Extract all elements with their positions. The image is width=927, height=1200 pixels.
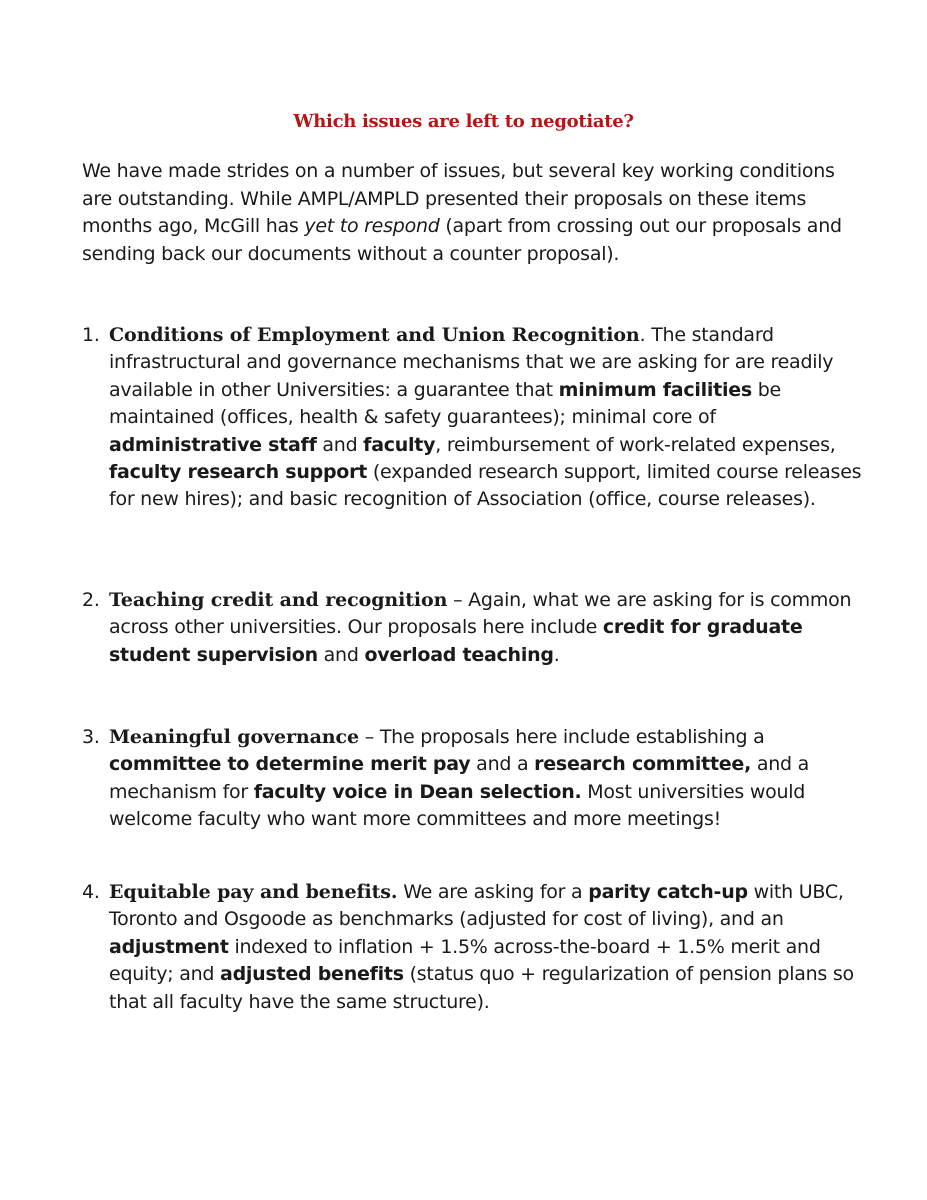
item-bold-text: faculty voice in Dean selection. <box>253 780 582 803</box>
item-bold-text: overload teaching <box>364 643 554 666</box>
item-number: 2. <box>82 589 100 611</box>
item-bold-text: faculty <box>363 433 436 456</box>
item-number: 3. <box>82 726 100 748</box>
item-bold-text: parity catch-up <box>588 881 748 903</box>
list-item <box>82 322 862 514</box>
item-number: 1. <box>82 324 100 346</box>
list-item <box>82 724 862 834</box>
item-text: . The standard infrastructural and governance mechanisms that we are asking for are readily available in other Universities: a guarantee that <box>109 324 834 401</box>
item-bold-text: committee to determine merit pay <box>109 753 471 776</box>
page-title: Which issues are left to negotiate? <box>293 111 634 132</box>
item-heading: Conditions of Employment and Union Recognition <box>109 324 640 346</box>
item-number: 4. <box>82 881 100 903</box>
item-bold-text: adjusted benefits <box>220 963 404 986</box>
item-text: Most universities would welcome faculty who want more committees and more meetings! <box>109 780 806 831</box>
intro-emphasis: yet to respond <box>304 215 440 237</box>
item-text: with UBC, Toronto and Osgoode as benchmarks (adjusted for cost of living), and an <box>109 881 844 931</box>
item-text: – Again, what we are asking for is common across other universities. Our proposals here include <box>109 589 852 639</box>
item-text: indexed to inflation + 1.5% across-the-board + 1.5% merit and equity; and <box>109 935 821 986</box>
list-item <box>82 587 862 669</box>
item-body <box>109 322 862 514</box>
item-text: We are asking for a <box>397 881 589 903</box>
item-text: be maintained (offices, health & safety guarantees); minimal core of <box>109 378 781 429</box>
item-body <box>109 879 862 1016</box>
item-bold-text: minimum facilities <box>558 378 752 401</box>
intro-paragraph <box>82 158 862 268</box>
item-bold-text: adjustment <box>109 935 229 958</box>
item-text: (expanded research support, limited course releases for new hires); and basic recognition of Association (office, course releases). <box>109 461 862 511</box>
item-text: , reimbursement of work-related expenses, <box>435 433 836 456</box>
item-bold-text: credit for graduate student supervision <box>109 616 803 666</box>
item-bold-text: faculty research support <box>109 461 368 484</box>
item-text: and <box>316 433 364 456</box>
intro-text: (apart from crossing out our proposals and sending back our documents without a counter proposal). <box>82 215 842 265</box>
item-bold-text: research committee, <box>534 753 752 776</box>
item-heading: Teaching credit and recognition <box>109 589 448 611</box>
item-heading: Meaningful governance <box>109 726 359 748</box>
item-text: (status quo + regularization of pension plans so that all faculty have the same structure). <box>109 963 854 1013</box>
item-text: and a <box>470 753 535 776</box>
list-item <box>82 879 862 1016</box>
item-body <box>109 724 862 834</box>
item-bold-text: administrative staff <box>109 433 317 456</box>
item-text: and <box>317 643 365 666</box>
item-text: – The proposals here include establishing a <box>358 726 765 748</box>
item-text: and a mechanism for <box>109 753 810 803</box>
item-text: . <box>553 643 560 666</box>
item-heading: Equitable pay and benefits. <box>109 881 398 903</box>
item-body <box>109 587 862 669</box>
intro-text: We have made strides on a number of issues, but several key working conditions are outstanding. While AMPL/AMPLD presented their proposals on these items months ago, McGill has <box>82 160 835 237</box>
